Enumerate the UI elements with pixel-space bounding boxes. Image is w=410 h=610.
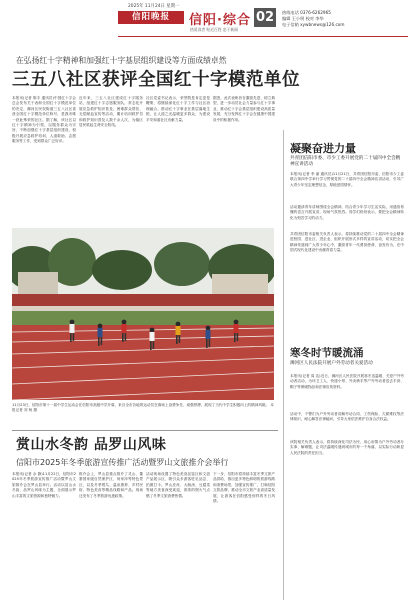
header-divider: [118, 36, 408, 37]
newspaper-logo: 信阳晚报: [118, 11, 184, 24]
fence: [12, 306, 274, 311]
sidebar-subhead-1: 共青团信阳市委、市少工委开展党的二十届四中全会精神宣讲活动: [290, 156, 401, 168]
slogan: 热爱读者 贴近百姓 忠于新闻: [190, 27, 238, 32]
bottom-body-col-3: 活动现场设置了特色美食品鉴区和文创产品展示区，吸引众多游客驻足品尝、拍照打卡。罗山皮丝、大肠汤、豆腐菜等地方美食深受欢迎，浓浓的烟火气点燃了冬季文旅消费热情。: [146, 472, 210, 498]
hotline-text: 热线电话 0376-6262965: [282, 10, 331, 15]
bottom-body-col-4: 下一步，信阳市将持续丰富冬季文旅产品供给，推出更多特色鲜明的旅游线路和消费场景，加强宣传推广，打响信阳文旅品牌，推动全市文旅产业高质量发展，让游客在信阳感受别样的冬日风情。: [213, 472, 275, 504]
page-number: 02: [255, 10, 275, 25]
masthead: [0, 0, 410, 48]
story-divider: [12, 430, 278, 431]
sidebar-subhead-2: 浉河区人民法院开展户外劳动者关爱活动: [290, 361, 373, 366]
photo-caption: 11月23日，信阳市第十一届中学生运动会在信阳市高级中学开幕，来自全市各地的运动员在赛场上奋勇争先、顽强拼搏，展现了当代中学生积极向上的精神风貌。 本报记者 刘 杨 摄: [12, 403, 274, 413]
email-text: 电子信箱 xywbnews@126.com: [282, 22, 345, 27]
section-title: 信阳·综合: [189, 13, 251, 28]
bottom-body-col-2: 推介会上，罗山县重点推介了灵山、董寨国家级自然保护区、何家冲等特色景区，以及冬季观鸟、温泉康养、乡村民宿、特色美食等精品线路和产品。现场还发布了冬季旅游优惠政策。: [79, 472, 143, 498]
sports-meet-photo: [12, 228, 274, 400]
main-kicker: 在弘扬红十字精神和加强红十字基层组织建设等方面成绩卓然: [16, 56, 227, 65]
sidebar-paragraph: 活动邀请青年讲师围绕全会精神，结合青少年学习生活实际，用通俗易懂的语言开展宣讲，现场气氛热烈。同学们纷纷表示，要把全会精神转化为刻苦学习的动力。: [290, 205, 404, 220]
bottom-subhead: 信阳市2025年冬季旅游宣传推广活动暨罗山文旅推介会举行: [16, 458, 229, 467]
stand-banner: [12, 294, 274, 306]
bottom-headline: 赏山水冬韵 品罗山风味: [16, 437, 167, 453]
sidebar-headline-2: 寒冬时节暖流涌: [290, 347, 364, 359]
bottom-body-col-1: 本报讯(记者 余 静)11月22日，信阳市2025年冬季旅游宣传推广活动暨罗山文旅推介会在罗山县举行。活动以赏山水冬韵、品罗山风味为主题，全面展示罗山丰富的文旅资源和独特魅力。: [12, 472, 76, 498]
sidebar-paragraph: 活动中，干警们为户外劳动者讲解劳动合同、工伤保险、欠薪维权等法律知识，耐心解答法律疑问，引导大家依法维护自身合法权益。: [290, 412, 404, 422]
sidebar-paragraph: 该院相关负责人表示，将持续深化司法为民，用心用情为户外劳动者办实事、解难题，让司法温暖传递到城市的每一个角落，以实际行动彰显人民法院的责任担当。: [290, 440, 404, 455]
stadium-image: [12, 228, 274, 400]
main-body-col-2: 近年来，三五八社区建成红十字服务站，组建红十字志愿服务队，常态化开展应急救护知识普及、困难群众帮扶、无偿献血宣传等活动，累计培训救护员和救护知识普及人数千余人次，为辖区居民筑起生命安全防线。: [79, 96, 143, 128]
header-info: [282, 10, 344, 28]
main-body-col-3: 社区党委书记表示，荣誉既是肯定更是鞭策，将继续深化红十字工作与社区治理融合，推动红十字事业在基层落地生根，让人道之光温暖更多群众，为建设平安和谐社区贡献力量。: [146, 96, 210, 122]
sidebar-paragraph: 本报讯(记者 李 丽 通讯员)11月21日，共青团信阳市委、信阳市少工委联合第四中学举行学习贯彻党的二十届四中全会精神宣讲活动，引导广大青少年坚定理想信念，厚植爱国情怀。: [290, 172, 404, 187]
main-headline: 三五八社区获评全国红十字模范单位: [12, 70, 300, 90]
column-divider: [283, 130, 284, 600]
editor-text: 编辑 王小明 校对 李华: [282, 16, 324, 21]
building: [212, 274, 268, 296]
sidebar-headline-1: 凝聚奋进力量: [290, 142, 356, 155]
main-body-col-4: 据悉，此次表彰旨在激励先进、树立典型，进一步动员社会力量参与红十字事业，推动红十字会基层组织建设高质量发展，充分发挥红十字会在健康中国建设中的积极作用。: [213, 96, 275, 122]
sidebar-paragraph: 共青团信阳市委相关负责人表示，将持续推动党的二十届四中全会精神进校园、进社区、进企业，组织开展形式多样的宣讲活动，切实把全会精神传递到广大青少年心中，激励青年一代勇担使命、奋发有为，在中国式现代化建设中贡献青春力量。: [290, 232, 404, 253]
main-body-col-1: 本报讯(记者 陈丰 通讯员)中国红十字会总会发布关于表彰全国红十字模范单位的决定，浉河区民权街道三五八社区喜获全国红十字模范单位称号，是我市唯一获此殊荣的社区。据了解，该社区以红十字精神为引领，以服务群众为宗旨，不断加强红十字基层组织建设，积极开展应急救护培训、人道救助、志愿服务等工作，受到群众广泛好评。: [12, 96, 76, 144]
date-line: 2025年 11月24日 星期一: [128, 4, 180, 9]
building: [18, 272, 58, 296]
sidebar-paragraph: 本报讯(记者 周 洁)近日，浉河区人民法院开展寒冬送温暖、关爱户外劳动者活动，为环卫工人、快递小哥、外卖骑手等户外劳动者送去手套、帽子等保暖物品和法律宣传资料。: [290, 374, 404, 389]
